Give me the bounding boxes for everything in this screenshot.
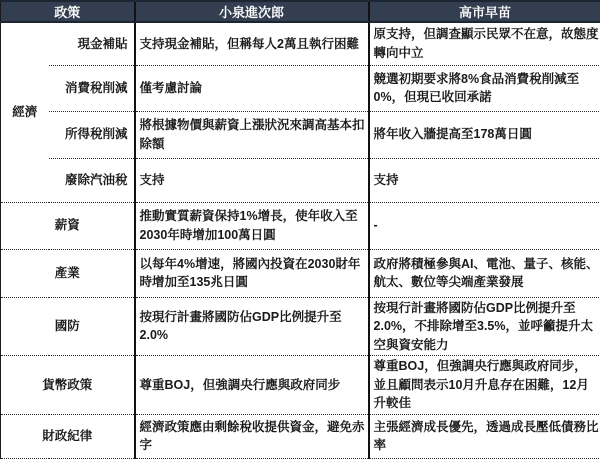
header-policy: 政策: [1, 1, 135, 22]
koizumi-cell: 以每年4%增速，將國內投資在2030財年時增加至135兆日圓: [135, 249, 369, 297]
takaichi-cell: 支持: [369, 158, 600, 202]
category-fiscal-discipline-cell: 財政紀律: [1, 414, 135, 458]
takaichi-cell: 主張經濟成長優先，透過成長壓低債務比率: [369, 414, 600, 458]
table-row: [1, 111, 600, 158]
topic-cell: 廢除汽油稅: [49, 158, 135, 202]
table-row: [1, 158, 600, 202]
takaichi-cell: 政府將積極參與AI、電池、量子、核能、航太、數位等尖端產業發展: [369, 249, 600, 297]
koizumi-cell: 支持: [135, 158, 369, 202]
takaichi-cell: 尊重BOJ，但強調央行應與政府同步，並且顧問表示10月升息存在困難，12月升較佳: [369, 356, 600, 415]
topic-cell: 現金補貼: [49, 22, 135, 65]
table-header: [1, 1, 600, 22]
koizumi-cell: 按現行計畫將國防佔GDP比例提升至2.0%: [135, 297, 369, 356]
koizumi-cell: 僅考慮討論: [135, 65, 369, 111]
koizumi-cell: 尊重BOJ，但強調央行應與政府同步: [135, 356, 369, 415]
takaichi-cell: 按現行計畫將國防佔GDP比例提升至2.0%，不排除增至3.5%，並呼籲提升太空與資安能力: [369, 297, 600, 356]
category-industry-cell: 產業: [1, 249, 135, 297]
table-row: [1, 202, 600, 249]
table-row: [1, 356, 600, 415]
takaichi-cell: 將年收入牆提高至178萬日圓: [369, 111, 600, 158]
koizumi-cell: 推動實質薪資保持1%增長，使年收入至2030年時增加100萬日圓: [135, 202, 369, 249]
topic-cell: 所得稅削減: [49, 111, 135, 158]
category-monetary-policy-cell: 貨幣政策: [1, 356, 135, 415]
koizumi-cell: 經濟政策應由剩餘稅收提供資金，避免赤字: [135, 414, 369, 458]
takaichi-cell: -: [369, 202, 600, 249]
table-row: [1, 414, 600, 458]
category-defense-cell: 國防: [1, 297, 135, 356]
category-economy-cell: 經濟: [1, 22, 49, 202]
topic-cell: 消費稅削減: [49, 65, 135, 111]
koizumi-cell: 支持現金補貼，但稱每人2萬且執行困難: [135, 22, 369, 65]
table-row: [1, 297, 600, 356]
takaichi-cell: 競選初期要求將8%食品消費稅削減至0%，但現已收回承諾: [369, 65, 600, 111]
header-row: [1, 1, 600, 22]
table-row: [1, 249, 600, 297]
takaichi-cell: 原支持，但調查顯示民眾不在意，故態度轉向中立: [369, 22, 600, 65]
table-row: [1, 65, 600, 111]
koizumi-cell: 將根據物價與薪資上漲狀況來調高基本扣除額: [135, 111, 369, 158]
header-koizumi: 小泉進次郎: [135, 1, 369, 22]
category-wages-cell: 薪資: [1, 202, 135, 249]
table-row: [1, 22, 600, 65]
header-takaichi: 高市早苗: [369, 1, 600, 22]
